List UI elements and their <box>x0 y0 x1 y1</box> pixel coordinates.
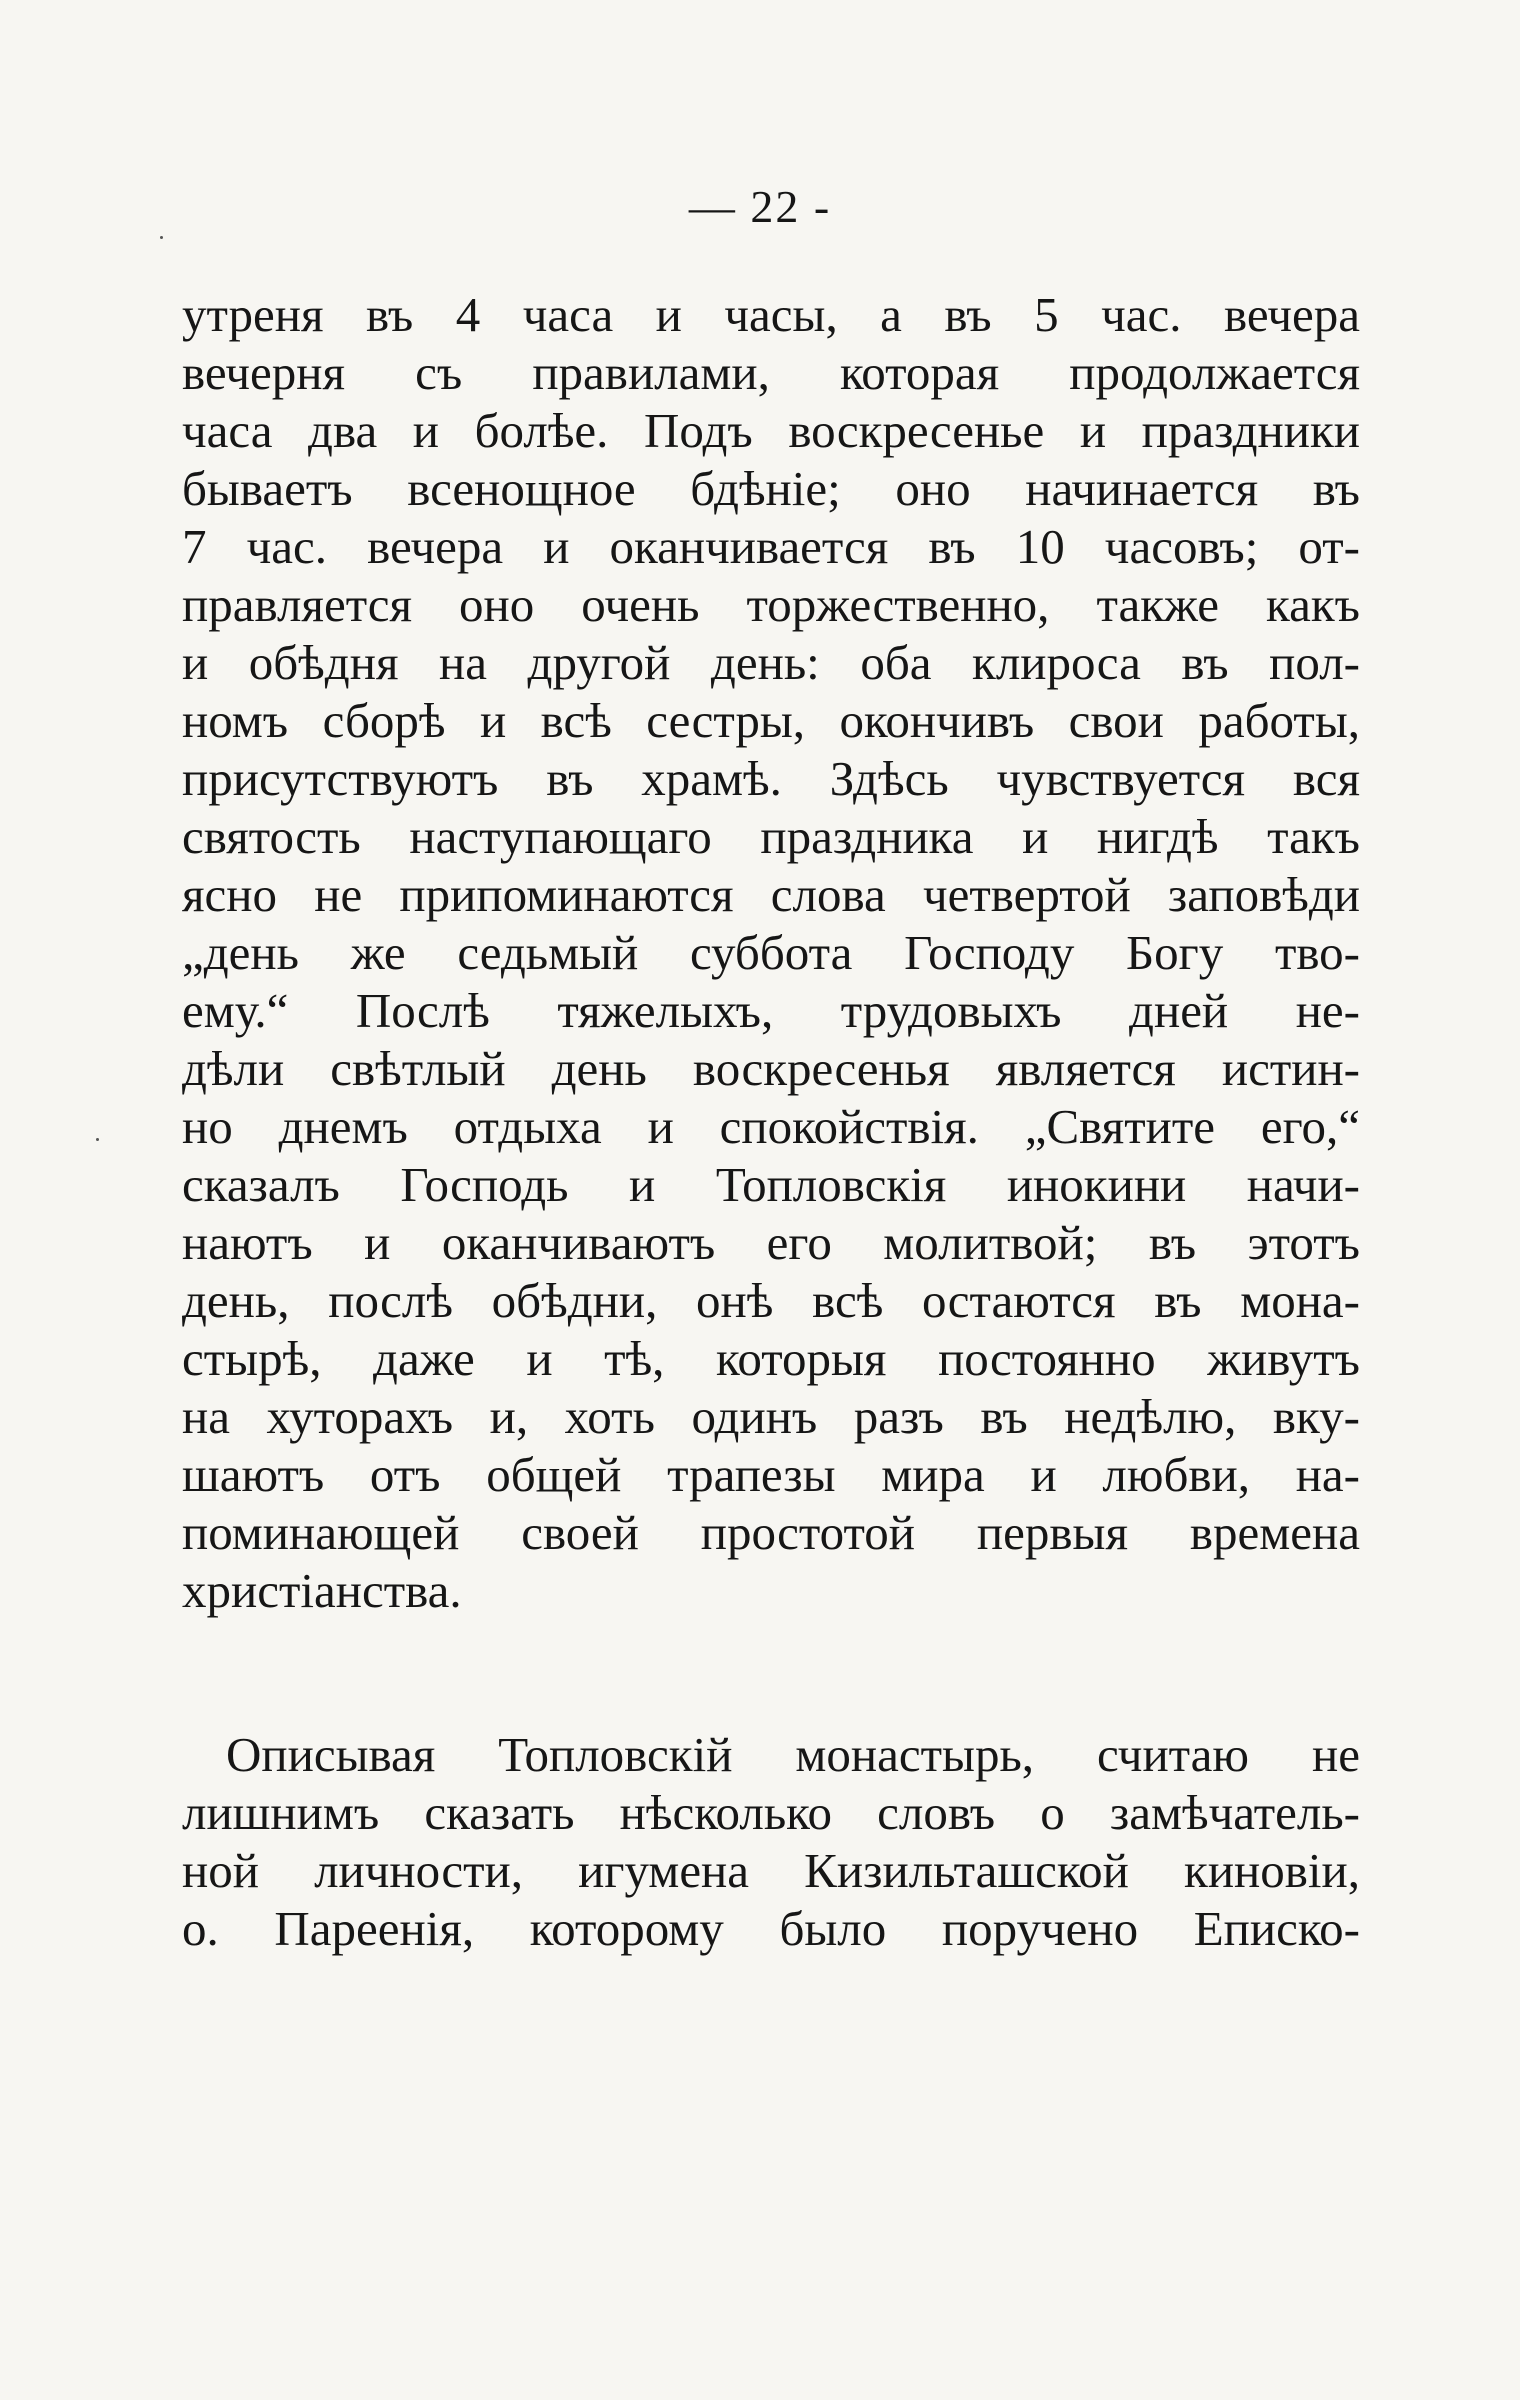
text-line: ему.“ Послѣ тяжелыхъ, трудовыхъ дней не- <box>182 983 1360 1038</box>
text-line: но днемъ отдыха и спокойствія. „Святите его,“ <box>182 1099 1360 1154</box>
text-line: наютъ и оканчиваютъ его молитвой; въ этотъ <box>182 1215 1360 1270</box>
text-line: „день же седьмый суббота Господу Богу тво- <box>182 925 1360 980</box>
paragraph-1 <box>182 286 1360 1620</box>
text-line: и обѣдня на другой день: оба клироса въ пол- <box>182 635 1360 690</box>
text-line: ясно не припоминаются слова четвертой заповѣди <box>182 867 1360 922</box>
page-number: — 22 - <box>688 181 832 232</box>
paper-speck <box>160 236 163 239</box>
text-line: сказалъ Господь и Топловскія инокини начи- <box>182 1157 1360 1212</box>
text-line: номъ сборѣ и всѣ сестры, окончивъ свои работы, <box>182 693 1360 748</box>
text-line: святость наступающаго праздника и нигдѣ такъ <box>182 809 1360 864</box>
text-line: присутствуютъ въ храмѣ. Здѣсь чувствуется вся <box>182 751 1360 806</box>
text-line: часа два и болѣе. Подъ воскресенье и праздники <box>182 403 1360 458</box>
text-line: Описывая Топловскій монастырь, считаю не <box>226 1727 1360 1782</box>
text-line: 7 час. вечера и оканчивается въ 10 часовъ; от- <box>182 519 1360 574</box>
text-line: поминающей своей простотой первыя времена <box>182 1505 1360 1560</box>
text-line: лишнимъ сказать нѣсколько словъ о замѣчатель- <box>182 1785 1360 1840</box>
text-line: дѣли свѣтлый день воскресенья является истин- <box>182 1041 1360 1096</box>
text-line: утреня въ 4 часа и часы, а въ 5 час. вечера <box>182 287 1360 342</box>
text-line: бываетъ всенощное бдѣніе; оно начинается въ <box>182 461 1360 516</box>
text-line: ной личности, игумена Кизильташской киновіи, <box>182 1843 1360 1898</box>
text-line: о. Пареенія, которому было поручено Еписко- <box>182 1901 1360 1956</box>
text-line: правляется оно очень торжественно, также какъ <box>182 577 1360 632</box>
text-line: вечерня съ правилами, которая продолжается <box>182 345 1360 400</box>
text-line: на хуторахъ и, хоть одинъ разъ въ недѣлю, вку- <box>182 1389 1360 1444</box>
text-line: христіанства. <box>182 1563 462 1618</box>
text-line: стырѣ, даже и тѣ, которыя постоянно живутъ <box>182 1331 1360 1386</box>
paragraph-2 <box>182 1726 1360 1958</box>
text-line: день, послѣ обѣдни, онѣ всѣ остаются въ мона- <box>182 1273 1360 1328</box>
paper-speck <box>96 1138 99 1141</box>
text-line: шаютъ отъ общей трапезы мира и любви, на- <box>182 1447 1360 1502</box>
